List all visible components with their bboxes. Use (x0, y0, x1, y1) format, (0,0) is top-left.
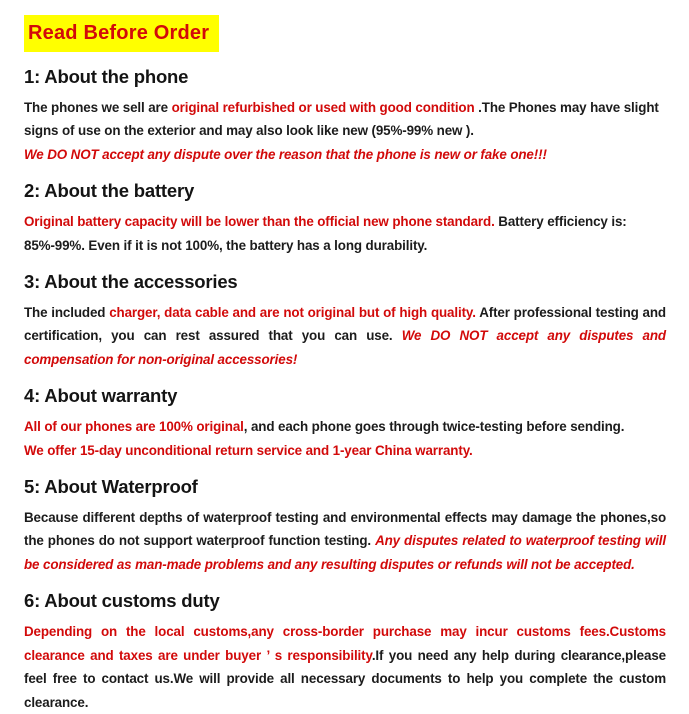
text-run: Original battery capacity will be lower than the official new phone standard. (24, 214, 495, 230)
text-run: The phones we sell are (24, 100, 172, 115)
section-5-heading: 5: About Waterproof (24, 476, 198, 498)
title-highlight-block (24, 15, 666, 52)
section-4-paragraph-2 (24, 439, 666, 462)
text-run: original refurbished or used with good condition (171, 100, 479, 115)
section-about-the-phone (24, 66, 666, 166)
section-4-paragraph-1 (24, 415, 666, 438)
text-run: All of our phones are 100% original (24, 419, 244, 435)
text-run: After professional testing and certification, you can rest assured that you can use. (24, 305, 666, 344)
section-1-paragraph-1 (24, 96, 666, 143)
section-1-heading: 1: About the phone (24, 66, 189, 87)
text-run: Because different depths of waterproof testing and environmental effects may damage the phones,so the phones do not support waterproof function testing. (24, 510, 666, 549)
section-3-heading: 3: About the accessories (24, 271, 238, 293)
section-about-the-battery (24, 180, 666, 257)
section-about-customs-duty (24, 590, 666, 714)
text-run: We DO NOT accept any dispute over the reason that the phone is new or fake one!!! (24, 146, 547, 162)
section-2-paragraph-1 (24, 210, 666, 257)
text-run: Any disputes related to waterproof testing will be considered as man-made problems and any resulting disputes or refunds will not be accepted. (24, 533, 666, 572)
text-run: .If you need any help during clearance,please feel free to contact us.We will provide all necessary documents to help you complete the custom clearance. (24, 647, 666, 710)
section-6-paragraph-1 (24, 620, 666, 714)
text-run: The included (24, 305, 110, 321)
text-run: We offer 15-day unconditional return service and 1-year China warranty. (24, 442, 473, 458)
section-6-heading: 6: About customs duty (24, 590, 220, 612)
section-4-heading: 4: About warranty (24, 385, 178, 407)
section-about-waterproof (24, 476, 666, 576)
text-run: Depending on the local customs,any cross-border purchase may incur customs fees.Customs clearance and taxes are under buyer ’ s responsibility (24, 624, 666, 663)
section-2-heading: 2: About the battery (24, 180, 195, 202)
section-5-paragraph-1 (24, 506, 666, 576)
section-1-paragraph-2 (24, 143, 666, 166)
text-run: We DO NOT accept any disputes and compensation for non-original accessories! (24, 328, 666, 367)
section-3-paragraph-1 (24, 301, 666, 371)
text-run: charger, data cable and are not original but of high quality. (109, 305, 476, 321)
page-title: Read Before Order (24, 15, 219, 52)
section-about-warranty (24, 385, 666, 462)
section-about-the-accessories (24, 271, 666, 371)
text-run: Battery efficiency is: 85%-99%. Even if it is not 100%, the battery has a long durability. (24, 214, 627, 253)
text-run: .The Phones may have slight signs of use on the exterior and may also look like new (95%-99% new ). (24, 100, 659, 139)
text-run: , and each phone goes through twice-testing before sending. (243, 419, 625, 435)
